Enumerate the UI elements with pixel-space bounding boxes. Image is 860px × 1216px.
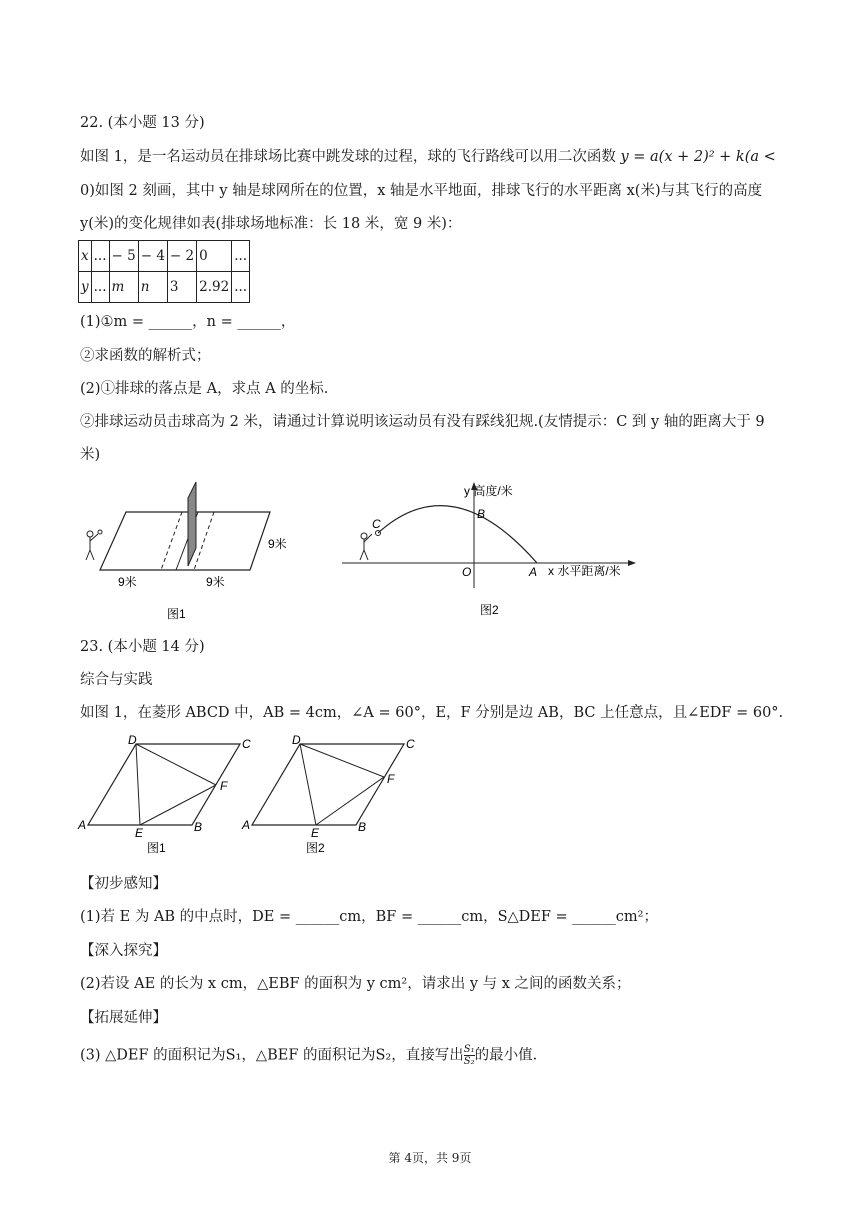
section-deep-exploration: 【深入探究】 [80, 943, 167, 959]
figure2-caption: 图2 [480, 603, 499, 617]
point-B-label: B [477, 507, 486, 521]
q23-part1: (1)若 E 为 AB 的中点时，DE = ______cm，BF = ______cm，S△DEF = ______cm²； [80, 909, 658, 925]
table-cell: ... [91, 272, 109, 303]
table-row-y [79, 272, 250, 303]
table-cell: x [79, 241, 92, 272]
table-cell: ... [232, 272, 250, 303]
origin-label: O [462, 565, 472, 579]
table-cell: y [79, 272, 92, 303]
q23-subtitle: 综合与实践 [80, 672, 153, 688]
figure1-caption: 图1 [167, 607, 186, 621]
x-axis-label: x 水平距离/米 [548, 564, 621, 578]
q23-part2: (2)若设 AE 的长为 x cm，△EBF 的面积为 y cm²，请求出 y 与 x 之间的函数关系； [80, 976, 631, 992]
table-row-x [79, 241, 250, 272]
vertex-E: E [311, 826, 320, 840]
vertex-A: A [78, 818, 87, 832]
table-cell: 0 [197, 241, 232, 272]
section-extension: 【拓展延伸】 [80, 1010, 167, 1026]
q23-figure2-rhombus [238, 732, 418, 862]
y-axis-label: y 高度/米 [464, 484, 513, 498]
q22-figure2-trajectory [340, 478, 660, 623]
q22-part2b-line2: 米) [80, 447, 101, 463]
table-cell: ... [232, 241, 250, 272]
value-table [78, 240, 250, 303]
table-cell: − 5 [109, 241, 138, 272]
vertex-E: E [135, 826, 144, 840]
q22-line3: y(米)的变化规律如表(排球场地标准：长 18 米，宽 9 米)： [80, 216, 462, 232]
vertex-D: D [292, 733, 301, 747]
q23-heading: 23. (本小题 14 分) [80, 639, 205, 655]
rhombus-fig2-caption: 图2 [306, 841, 325, 855]
vertex-A: A [242, 818, 251, 832]
table-cell: 2.92 [197, 272, 232, 303]
q22-line2: 0)如图 2 刻画，其中 y 轴是球网所在的位置，x 轴是水平地面，排球飞行的水平距离 x(米)与其飞行的高度 [80, 183, 763, 199]
q22-part1a: (1)①m = ______，n = ______， [80, 314, 296, 330]
q22-formula: y = a(x + 2)² + k(a < [620, 149, 776, 165]
q23-intro: 如图 1，在菱形 ABCD 中，AB = 4cm，∠A = 60°，E，F 分别是边 AB，BC 上任意点，且∠EDF = 60°. [80, 705, 784, 721]
q22-part2a: (2)①排球的落点是 A，求点 A 的坐标. [80, 381, 329, 397]
q22-heading: 22. (本小题 13 分) [80, 115, 205, 131]
q22-line1-text: 如图 1，是一名运动员在排球场比赛中跳发球的过程，球的飞行路线可以用二次函数 [80, 149, 621, 165]
court-left-length-label: 9米 [118, 575, 137, 589]
vertex-C: C [242, 737, 251, 751]
point-C-label: C [372, 517, 381, 531]
point-A-label: A [529, 565, 538, 579]
q23-part3 [80, 1044, 537, 1067]
table-cell: − 2 [167, 241, 196, 272]
rhombus-fig1-caption: 图1 [147, 841, 166, 855]
q22-part2b-line1: ②排球运动员击球高为 2 米，请通过计算说明该运动员有没有踩线犯规.(友情提示：C 到 y 轴的距离大于 9 [80, 414, 765, 430]
q23-figure1-rhombus [74, 732, 251, 862]
section-initial-perception: 【初步感知】 [80, 876, 167, 892]
q22-part1b: ②求函数的解析式； [80, 348, 211, 364]
table-cell: − 4 [138, 241, 167, 272]
ratio-fraction [464, 1044, 475, 1067]
table-cell: 3 [167, 272, 196, 303]
court-right-length-label: 9米 [206, 575, 225, 589]
court-width-label: 9米 [268, 537, 287, 551]
vertex-D: D [128, 733, 137, 747]
vertex-F: F [220, 779, 228, 793]
fraction-numerator: S₁ [463, 1044, 475, 1055]
q23-part3-text-b: 的最小值. [474, 1047, 538, 1064]
vertex-C: C [406, 737, 415, 751]
vertex-F: F [387, 772, 395, 786]
page-footer: 第 4页，共 9页 [388, 1151, 472, 1165]
vertex-B: B [358, 820, 367, 834]
vertex-B: B [194, 820, 203, 834]
table-cell: ... [91, 241, 109, 272]
q22-line1 [80, 147, 776, 167]
fraction-denominator: S₂ [463, 1056, 475, 1067]
q23-part3-text-a: (3) △DEF 的面积记为S₁，△BEF 的面积记为S₂，直接写出 [80, 1047, 464, 1064]
q22-figure1-court [78, 478, 318, 628]
table-cell: n [138, 272, 167, 303]
table-cell: m [109, 272, 138, 303]
